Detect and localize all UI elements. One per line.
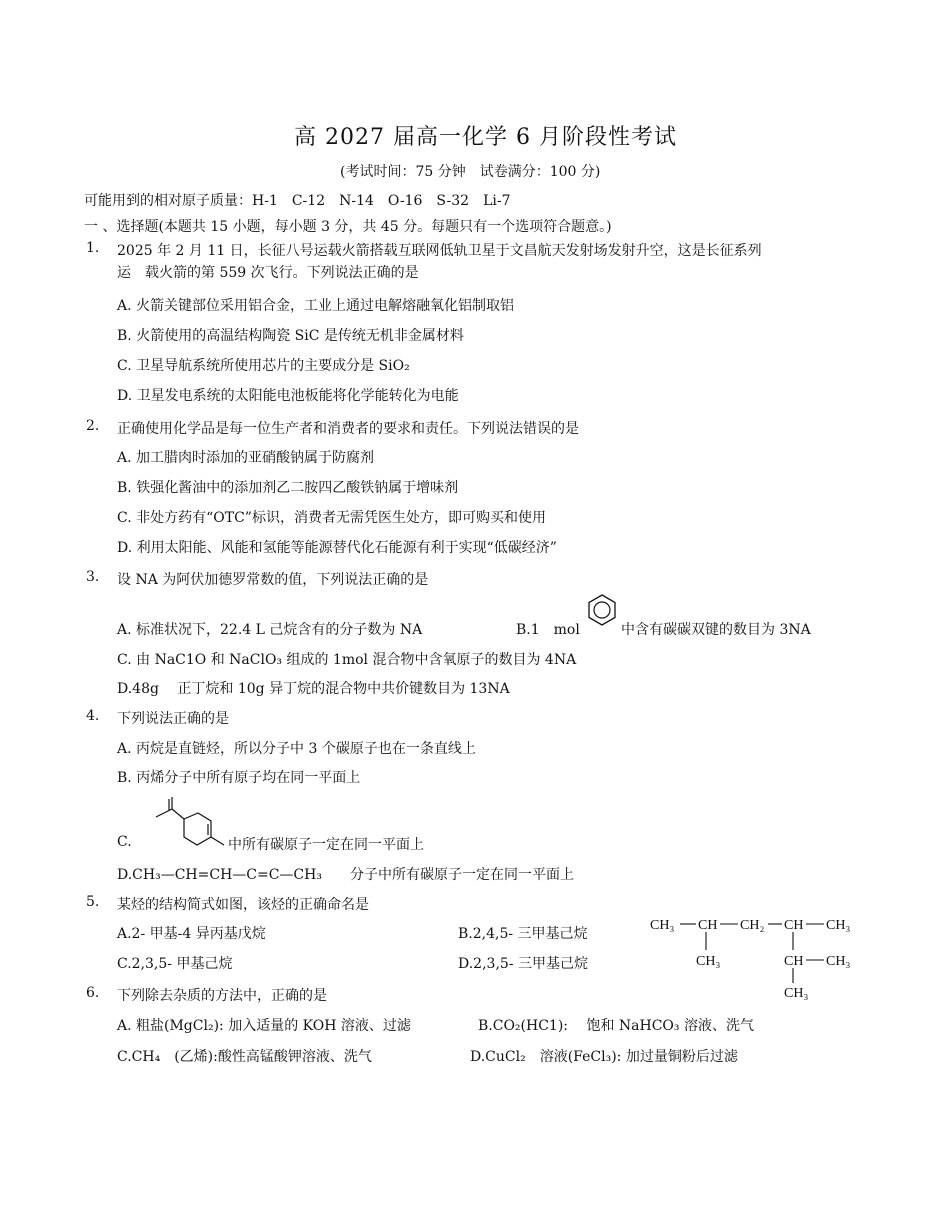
q3-option-d[interactable]: D.48g 正丁烷和 10g 异丁烷的混合物中共价键数目为 13NA bbox=[117, 681, 510, 697]
struct-ch3-bottom: CH₃ bbox=[784, 986, 809, 1001]
struct-ch-below: CH bbox=[784, 954, 804, 969]
q2-stem: 正确使用化学品是每一位生产者和消费者的要求和责任。下列说法错误的是 bbox=[117, 421, 579, 437]
q2-option-b[interactable]: B. 铁强化酱油中的添加剂乙二胺四乙酸铁钠属于增味剂 bbox=[117, 480, 459, 496]
q3-option-b-suffix[interactable]: 中含有碳碳双键的数目为 3NA bbox=[621, 622, 811, 638]
q1-stem-line1: 2025 年 2 月 11 日，长征八号运载火箭搭载互联网低轨卫星于文昌航天发射场发射升空，这是长征系列 bbox=[117, 243, 762, 259]
q3-number: 3. bbox=[86, 569, 100, 585]
q3-option-b-prefix[interactable]: B.1 mol bbox=[516, 622, 580, 638]
q6-option-a[interactable]: A. 粗盐(MgCl₂): 加入适量的 KOH 溶液、过滤 bbox=[117, 1018, 411, 1034]
q5-option-c[interactable]: C.2,3,5- 甲基己烷 bbox=[117, 956, 233, 972]
q1-option-a[interactable]: A. 火箭关键部位采用铝合金，工业上通过电解熔融氧化铝制取铝 bbox=[117, 298, 515, 314]
struct-ch3-below: CH₃ bbox=[696, 954, 721, 969]
q4-option-c-suffix[interactable]: 中所有碳原子一定在同一平面上 bbox=[228, 837, 424, 853]
q5-stem: 某烃的结构简式如图，该烃的正确命名是 bbox=[117, 897, 369, 913]
q4-option-d[interactable]: D.CH₃—CH=CH—C=C—CH₃ 分子中所有碳原子一定在同一平面上 bbox=[117, 867, 574, 883]
q6-option-d[interactable]: D.CuCl₂ 溶液(FeCl₃): 加过量铜粉后过滤 bbox=[470, 1049, 738, 1065]
q2-number: 2. bbox=[86, 418, 100, 434]
q4-option-b[interactable]: B. 丙烯分子中所有原子均在同一平面上 bbox=[117, 770, 361, 786]
q5-option-d[interactable]: D.2,3,5- 三甲基己烷 bbox=[458, 956, 588, 972]
q1-number: 1. bbox=[86, 240, 100, 256]
struct-ch2: CH₂ bbox=[740, 918, 765, 933]
q6-option-c[interactable]: C.CH₄ (乙烯):酸性高锰酸钾溶液、洗气 bbox=[117, 1049, 372, 1065]
q4-stem: 下列说法正确的是 bbox=[117, 711, 229, 727]
struct-ch3-side: CH₃ bbox=[826, 954, 851, 969]
q5-option-a[interactable]: A.2- 甲基-4 异丙基戊烷 bbox=[117, 926, 266, 942]
q2-option-d[interactable]: D. 利用太阳能、风能和氢能等能源替代化石能源有利于实现“低碳经济” bbox=[117, 540, 557, 556]
q1-option-d[interactable]: D. 卫星发电系统的太阳能电池板能将化学能转化为电能 bbox=[117, 388, 459, 404]
q3-option-c[interactable]: C. 由 NaC1O 和 NaClO₃ 组成的 1mol 混合物中含氧原子的数目为 4NA bbox=[117, 652, 577, 668]
q4-option-c-prefix[interactable]: C. bbox=[117, 834, 132, 850]
q1-stem-line2: 运 载火箭的第 559 次飞行。下列说法正确的是 bbox=[117, 265, 419, 281]
struct-ch-1: CH bbox=[698, 918, 718, 933]
q5-option-b[interactable]: B.2,4,5- 三甲基己烷 bbox=[458, 926, 588, 942]
limonene-structure-icon bbox=[150, 793, 230, 855]
q2-option-a[interactable]: A. 加工腊肉时添加的亚硝酸钠属于防腐剂 bbox=[117, 450, 375, 466]
q2-option-c[interactable]: C. 非处方药有“OTC”标识，消费者无需凭医生处方，即可购买和使用 bbox=[117, 510, 546, 526]
struct-ch-3: CH bbox=[784, 918, 804, 933]
exam-info: (考试时间：75 分钟 试卷满分：100 分) bbox=[340, 164, 601, 180]
q6-stem: 下列除去杂质的方法中，正确的是 bbox=[117, 988, 327, 1004]
q6-number: 6. bbox=[86, 985, 100, 1001]
q5-structural-formula bbox=[648, 910, 863, 1005]
q3-option-a[interactable]: A. 标准状况下，22.4 L 己烷含有的分子数为 NA bbox=[117, 622, 423, 638]
struct-ch3-left: CH₃ bbox=[650, 918, 675, 933]
struct-ch3-right: CH₃ bbox=[826, 918, 851, 933]
q4-option-a[interactable]: A. 丙烷是直链烃，所以分子中 3 个碳原子也在一条直线上 bbox=[117, 741, 476, 757]
q3-stem: 设 NA 为阿伏加德罗常数的值，下列说法正确的是 bbox=[117, 572, 429, 588]
q5-number: 5. bbox=[86, 894, 100, 910]
q1-option-b[interactable]: B. 火箭使用的高温结构陶瓷 SiC 是传统无机非金属材料 bbox=[117, 328, 464, 344]
atomic-masses: 可能用到的相对原子质量：H-1 C-12 N-14 O-16 S-32 Li-7 bbox=[84, 193, 511, 209]
q6-option-b[interactable]: B.CO₂(HC1): 饱和 NaHCO₃ 溶液、洗气 bbox=[478, 1018, 754, 1034]
section-heading: 一 、选择题(本题共 15 小题，每小题 3 分，共 45 分。每题只有一个选项符合题意。) bbox=[84, 219, 612, 235]
q4-number: 4. bbox=[86, 708, 100, 724]
page-title: 高 2027 届高一化学 6 月阶段性考试 bbox=[294, 125, 677, 150]
q1-option-c[interactable]: C. 卫星导航系统所使用芯片的主要成分是 SiO₂ bbox=[117, 358, 410, 374]
benzene-ring-icon bbox=[585, 592, 619, 628]
